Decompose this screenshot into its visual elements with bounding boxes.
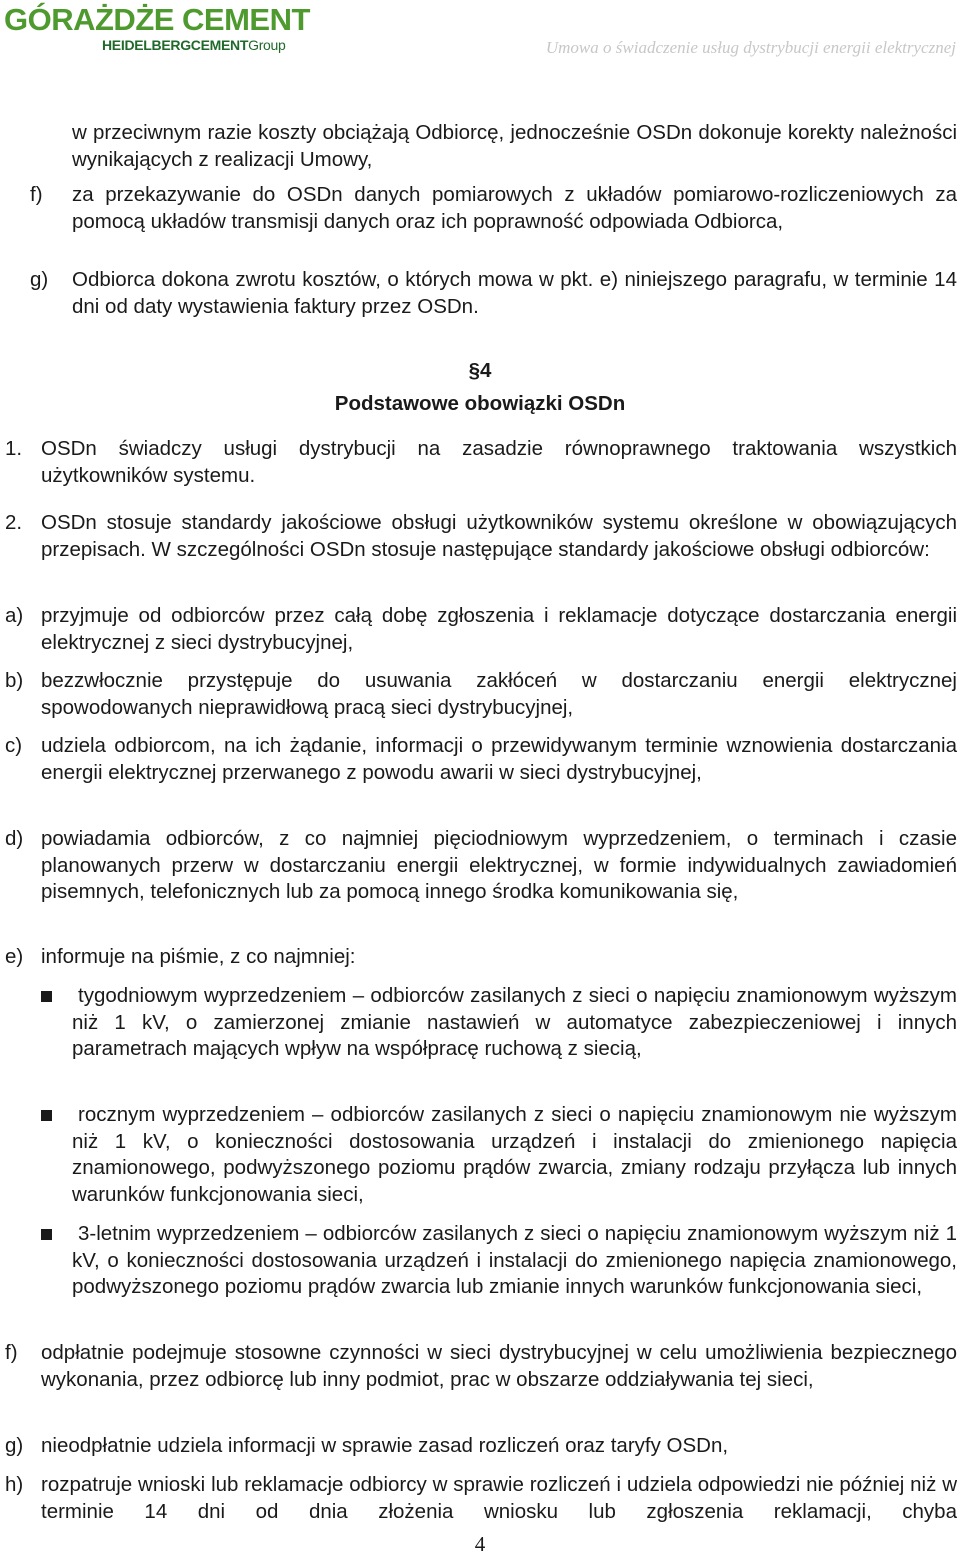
section-title: Podstawowe obowiązki OSDn [334, 392, 626, 415]
standard-label: d) [5, 827, 24, 850]
standard-label: h) [5, 1473, 24, 1496]
standard-text: informuje na piśmie, z co najmniej: [41, 945, 356, 968]
standard-label: g) [5, 1434, 24, 1457]
standard-text: powiadamia odbiorców, z co najmniej pięciodniowym wyprzedzeniem, o terminach i czasie planowanych przerw w dostarczaniu energii elektrycznej, w formie indywidualnych zawiadomień pisemnych, telefonicznych lub za pomocą innego środka komunikowania się, [41, 827, 957, 903]
intro-item-label: f) [30, 183, 43, 206]
header-title: Umowa o świadczenie usług dystrybucji energii elektrycznej [545, 38, 956, 57]
point-label: 1. [5, 437, 23, 460]
section-number-value: 4 [480, 359, 492, 382]
standard-label: c) [5, 734, 23, 757]
section-number [0, 358, 960, 384]
standard-label: b) [5, 669, 24, 692]
logo-main-text: GÓRAŻDŻE CEMENT [4, 2, 310, 37]
intro-item-text: Odbiorca dokona zwrotu kosztów, o których mowa w pkt. e) niniejszego paragrafu, w terminie 14 dni od daty wystawienia faktury przez OSDn. [72, 268, 957, 318]
logo-sub-light: Group [248, 37, 286, 53]
bullet-square-icon [41, 991, 52, 1002]
standard-text: rozpatruje wnioski lub reklamacje odbiorcy w sprawie rozliczeń i udziela odpowiedzi nie później niż w terminie 14 dni od dnia złożenia wniosku lub zgłoszenia reklamacji, chyba [41, 1473, 957, 1523]
standard-text: odpłatnie podejmuje stosowne czynności w sieci dystrybucyjnej w celu umożliwienia bezpiecznego wykonania, przez odbiorcę lub inny podmiot, prac w obszarze oddziaływania tej sieci, [41, 1341, 957, 1391]
standard-label: a) [5, 604, 24, 627]
standard-text: bezzwłocznie przystępuje do usuwania zakłóceń w dostarczaniu energii elektrycznej spowodowanych nieprawidłową pracą sieci dystrybucyjnej, [41, 669, 957, 719]
bullet-square-icon [41, 1110, 52, 1121]
standard-text: przyjmuje od odbiorców przez całą dobę zgłoszenia i reklamacje dotyczące dostarczania energii elektrycznej z sieci dystrybucyjnej, [41, 604, 957, 654]
bullet-text: 3-letnim wyprzedzeniem – odbiorców zasilanych z sieci o napięciu znamionowym wyższym niż 1 kV, o konieczności dostosowania urządzeń i instalacji do zmienionego napięcia znamionowego, podwyższonego poziomu prądów zwarcia lub zmianie innych warunków funkcjonowania sieci, [72, 1222, 957, 1298]
standard-text: udziela odbiorcom, na ich żądanie, informacji o przewidywanym terminie wznowienia dostarczania energii elektrycznej przerwanego z powodu awarii w sieci dystrybucyjnej, [41, 734, 957, 784]
point-text: OSDn stosuje standardy jakościowe obsługi użytkowników systemu określone w obowiązujących przepisach. W szczególności OSDn stosuje następujące standardy jakościowe obsługi odbiorców: [41, 511, 957, 561]
bullet-square-icon [41, 1229, 52, 1240]
point-text: OSDn świadczy usługi dystrybucji na zasadzie równoprawnego traktowania wszystkich użytkowników systemu. [41, 437, 957, 487]
logo-sub-text [102, 37, 286, 53]
bullet-text: rocznym wyprzedzeniem – odbiorców zasilanych z sieci o napięciu znamionowym nie wyższym niż 1 kV, o konieczności dostosowania urządzeń i instalacji do zmienionego napięcia znamionowego, podwyższonego poziomu prądów zwarcia, zmiany rodzaju przyłącza lub innych warunków funkcjonowania sieci, [72, 1103, 957, 1206]
standard-text: nieodpłatnie udziela informacji w sprawie zasad rozliczeń oraz taryfy OSDn, [41, 1434, 729, 1457]
page-number: 4 [474, 1532, 486, 1556]
company-logo [4, 2, 310, 56]
standard-label: f) [5, 1341, 18, 1364]
bullet-text: tygodniowym wyprzedzeniem – odbiorców zasilanych z sieci o napięciu znamionowym wyższym niż 1 kV, o zamierzonej zmianie nastawień w automatyce zabezpieczeniowej i innych parametrach mających wpływ na współpracę ruchową z siecią, [72, 984, 957, 1060]
standard-label: e) [5, 945, 24, 968]
intro-continuation: w przeciwnym razie koszty obciążają Odbiorcę, jednocześnie OSDn dokonuje korekty należności wynikających z realizacji Umowy, [72, 121, 957, 171]
intro-item-label: g) [30, 268, 49, 291]
section-symbol: § [468, 359, 480, 382]
logo-sub-bold: HEIDELBERGCEMENT [102, 37, 249, 53]
intro-item-text: za przekazywanie do OSDn danych pomiarowych z układów pomiarowo-rozliczeniowych za pomocą układów transmisji danych oraz ich poprawność odpowiada Odbiorca, [72, 183, 957, 233]
point-label: 2. [5, 511, 23, 534]
